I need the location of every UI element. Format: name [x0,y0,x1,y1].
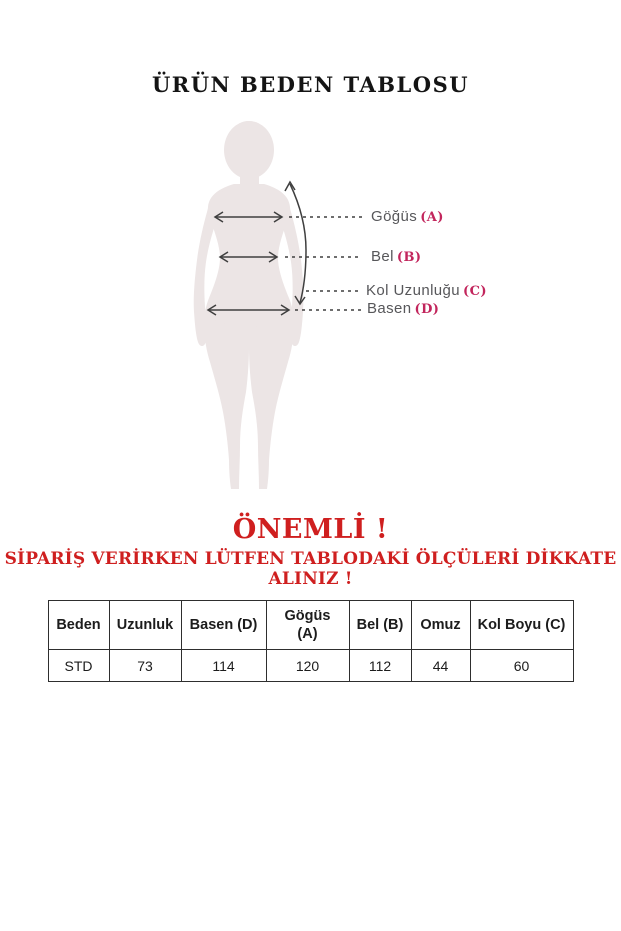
size-table-header-beden: Beden [48,601,109,650]
size-cell-uzunluk: 73 [109,650,181,682]
measurement-diagram [0,110,621,500]
size-cell-omuz: 44 [411,650,470,682]
size-table-header-basen: Basen (D) [181,601,266,650]
important-notice [0,514,621,589]
measurement-code-d: (D) [414,302,440,317]
measurement-label-chest [371,208,444,225]
body-silhouette-graphic [0,110,621,500]
size-cell-bel: 112 [349,650,411,682]
measurement-label-arm-text: Kol Uzunluğu [366,282,461,299]
measurement-code-b: (B) [396,250,422,265]
measurement-label-arm [366,282,487,299]
measurement-code-c: (C) [463,284,487,299]
measurement-code-a: (A) [420,210,444,225]
size-cell-kol-boyu: 60 [470,650,573,682]
measurement-label-chest-text: Göğüs [371,208,418,225]
size-table-header-bel: Bel (B) [349,601,411,650]
female-silhouette [194,121,304,489]
size-table-row [48,650,573,682]
measurement-label-waist [371,248,421,265]
size-table [48,600,574,682]
measurement-label-hip-text: Basen [367,300,412,317]
important-heading: ÖNEMLİ ! [232,514,389,545]
size-table-header-row [48,601,573,650]
size-table-header-omuz: Omuz [411,601,470,650]
measurement-label-hip [367,300,439,317]
size-cell-basen: 114 [181,650,266,682]
measurement-label-waist-text: Bel [371,248,394,265]
size-table-header-gogus: Gögüs (A) [266,601,349,650]
size-table-header-uzunluk: Uzunluk [109,601,181,650]
size-table-header-kol-boyu: Kol Boyu (C) [470,601,573,650]
page-title: ÜRÜN BEDEN TABLOSU [151,72,470,97]
size-cell-beden: STD [48,650,109,682]
size-cell-gogus: 120 [266,650,349,682]
important-note: SİPARİŞ VERİRKEN LÜTFEN TABLODAKİ ÖLÇÜLERİ DİKKATE ALINIZ ! [4,549,617,589]
